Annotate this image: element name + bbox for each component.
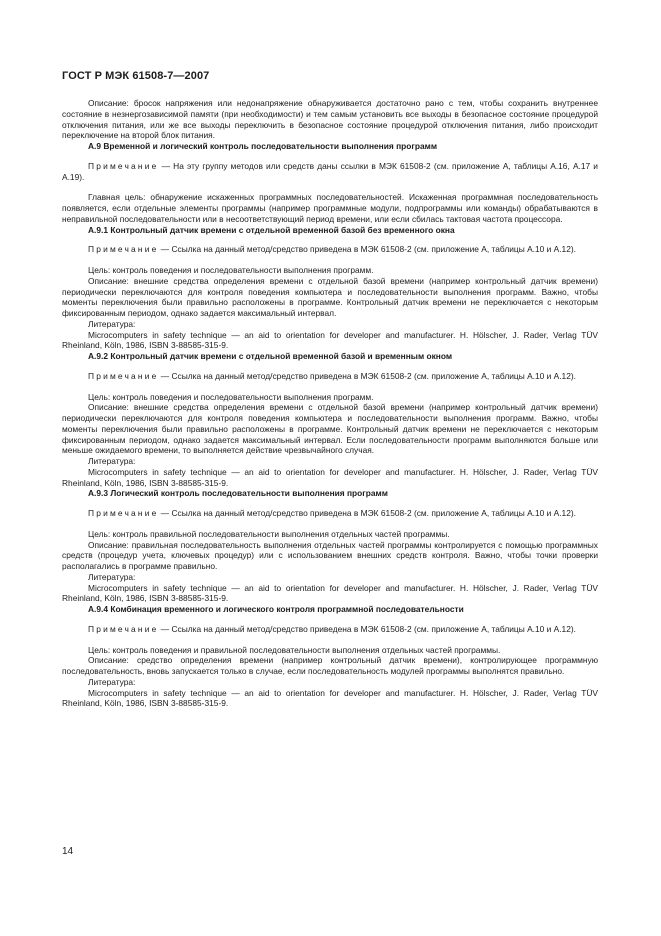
- note-a91: [62, 244, 598, 255]
- paragraph-a94-literature: Литература:: [88, 676, 136, 687]
- section-heading-a94: А.9.4 Комбинация временного и логического контроля программной последовательности: [88, 604, 464, 614]
- paragraph-power-description: Описание: бросок напряжения или недонапряжение обнаруживается достаточно рано с тем, чтобы сохранить внутреннее состояние в незнергозависимой памяти (при необходимости) и тем самым установить все выходы в безопасное состояние процедурой отключения питания, или же все выходы переключить в безопасное состояние процедурой отключения питания, либо происходит переключение на второй блок питания.: [62, 98, 598, 141]
- note-a9: [62, 161, 598, 183]
- document-body: [62, 98, 598, 709]
- note-text: — Ссылка на данный метод/средство приведена в МЭК 61508-2 (см. приложение А, таблицы А.10 и А.12).: [158, 244, 576, 255]
- paragraph-a91-goal: Цель: контроль поведения и последовательности выполнения программ.: [88, 265, 374, 275]
- note-label: Примечание: [88, 244, 159, 255]
- document-header: ГОСТ Р МЭК 61508-7—2007: [62, 70, 210, 82]
- section-heading-a91: А.9.1 Контрольный датчик времени с отдельной временной базой без временного окна: [88, 224, 455, 235]
- note-text: — Ссылка на данный метод/средство приведена в МЭК 61508-2 (см. приложение А, таблицы А.10 и А.12).: [158, 508, 576, 518]
- note-label: Примечание: [88, 623, 159, 634]
- paragraph-a91-reference: Microcomputers in safety technique — an aid to orientation for developer and manufacturer. H. Hölscher, J. Rader, Verlag TÜV Rheinland, Köln, 1986, ISBN 3-88585-315-9.: [62, 329, 598, 351]
- paragraph-a91-description: Описание: внешние средства определения времени с отдельной базой времени (например контрольный датчик времени) периодически переключаются для контроля поведения компьютера и последовательности выполнения программ. Важно, чтобы моменты переключения были правильно расположены в программе. Контрольный датчик времени не переключается с некоторым фиксированным периодом, однако задается максимальный интервал.: [62, 275, 598, 318]
- paragraph-a94-goal: Цель: контроль поведения и правильной последовательности выполнения отдельных частей программы.: [88, 644, 501, 655]
- paragraph-a92-description: Описание: внешние средства определения времени с отдельной базой времени (например контрольный датчик времени) периодически переключаются для контроля поведения компьютера и последовательности выполнения программ. Важно, чтобы моменты переключения были правильно расположены в программе. Контрольный датчик времени не переключается с некоторым фиксированным периодом, однако задается максимальный интервал. Если последовательности программ выполняются больше или меньше ожидаемого времени, то выполняется действие чрезвычайного случая.: [62, 402, 598, 456]
- note-a92: [62, 371, 598, 382]
- paragraph-a92-literature: Литература:: [88, 456, 136, 466]
- section-heading-a9: А.9 Временной и логический контроль последовательности выполнения программ: [88, 141, 438, 151]
- paragraph-a94-description: Описание: средство определения времени (например контрольный датчик времени), контролирующее программную последовательность, вновь запускается только в случае, если последовательность модулей программы выполнятся правильно.: [62, 655, 598, 676]
- paragraph-a94-reference: Microcomputers in safety technique — an aid to orientation for developer and manufacturer. H. Hölscher, J. Rader, Verlag TÜV Rheinland, Köln, 1986, ISBN 3-88585-315-9.: [62, 687, 598, 709]
- note-label: Примечание: [88, 508, 159, 518]
- note-text: — Ссылка на данный метод/средство приведена в МЭК 61508-2 (см. приложение А, таблицы А.10 и А.12).: [158, 370, 576, 381]
- paragraph-a9-goal: Главная цель: обнаружение искаженных программных последовательностей. Искаженная программная последовательность появляется, если отдельные элементы программы (например программные модули, подпрограммы или команды) обрабатываются в неправильной последовательности или в несоответствующий период времени, или если сбилась тактовая частота процессора.: [62, 192, 598, 224]
- paragraph-a93-goal: Цель: контроль правильной последовательности выполнения отдельных частей программы.: [88, 528, 450, 539]
- note-text: — Ссылка на данный метод/средство приведена в МЭК 61508-2 (см. приложение А, таблицы А.10 и А.12).: [158, 623, 576, 634]
- note-a93: [62, 508, 598, 519]
- paragraph-a93-literature: Литература:: [88, 571, 136, 582]
- paragraph-a93-reference: Microcomputers in safety technique — an aid to orientation for developer and manufacturer. H. Hölscher, J. Rader, Verlag TÜV Rheinland, Köln, 1986, ISBN 3-88585-315-9.: [62, 582, 598, 604]
- section-heading-a92: А.9.2 Контрольный датчик времени с отдельной временной базой и временным окном: [88, 351, 453, 361]
- note-a94: [62, 624, 598, 635]
- note-label: Примечание: [88, 160, 159, 171]
- section-heading-a93: А.9.3 Логический контроль последовательности выполнения программ: [88, 488, 388, 499]
- paragraph-a92-goal: Цель: контроль поведения и последовательности выполнения программ.: [88, 391, 374, 402]
- paragraph-a92-reference: Microcomputers in safety technique — an aid to orientation for developer and manufacturer. H. Hölscher, J. Rader, Verlag TÜV Rheinland, Köln, 1986, ISBN 3-88585-315-9.: [62, 466, 598, 488]
- note-text: — На эту группу методов или средств даны ссылки в МЭК 61508-2 (см. приложение А, таблицы А.16, А.17 и А.19).: [62, 160, 598, 182]
- paragraph-a93-description: Описание: правильная последовательность выполнения отдельных частей программы контролируется с помощью программных средств (процедур учета, ключевых процедур) или с использованием внешних средств контроля. Важно, чтобы точки проверки располагались в программе правильно.: [62, 539, 598, 571]
- page-number: 14: [62, 846, 74, 857]
- note-label: Примечание: [88, 370, 159, 381]
- paragraph-a91-literature: Литература:: [88, 318, 136, 329]
